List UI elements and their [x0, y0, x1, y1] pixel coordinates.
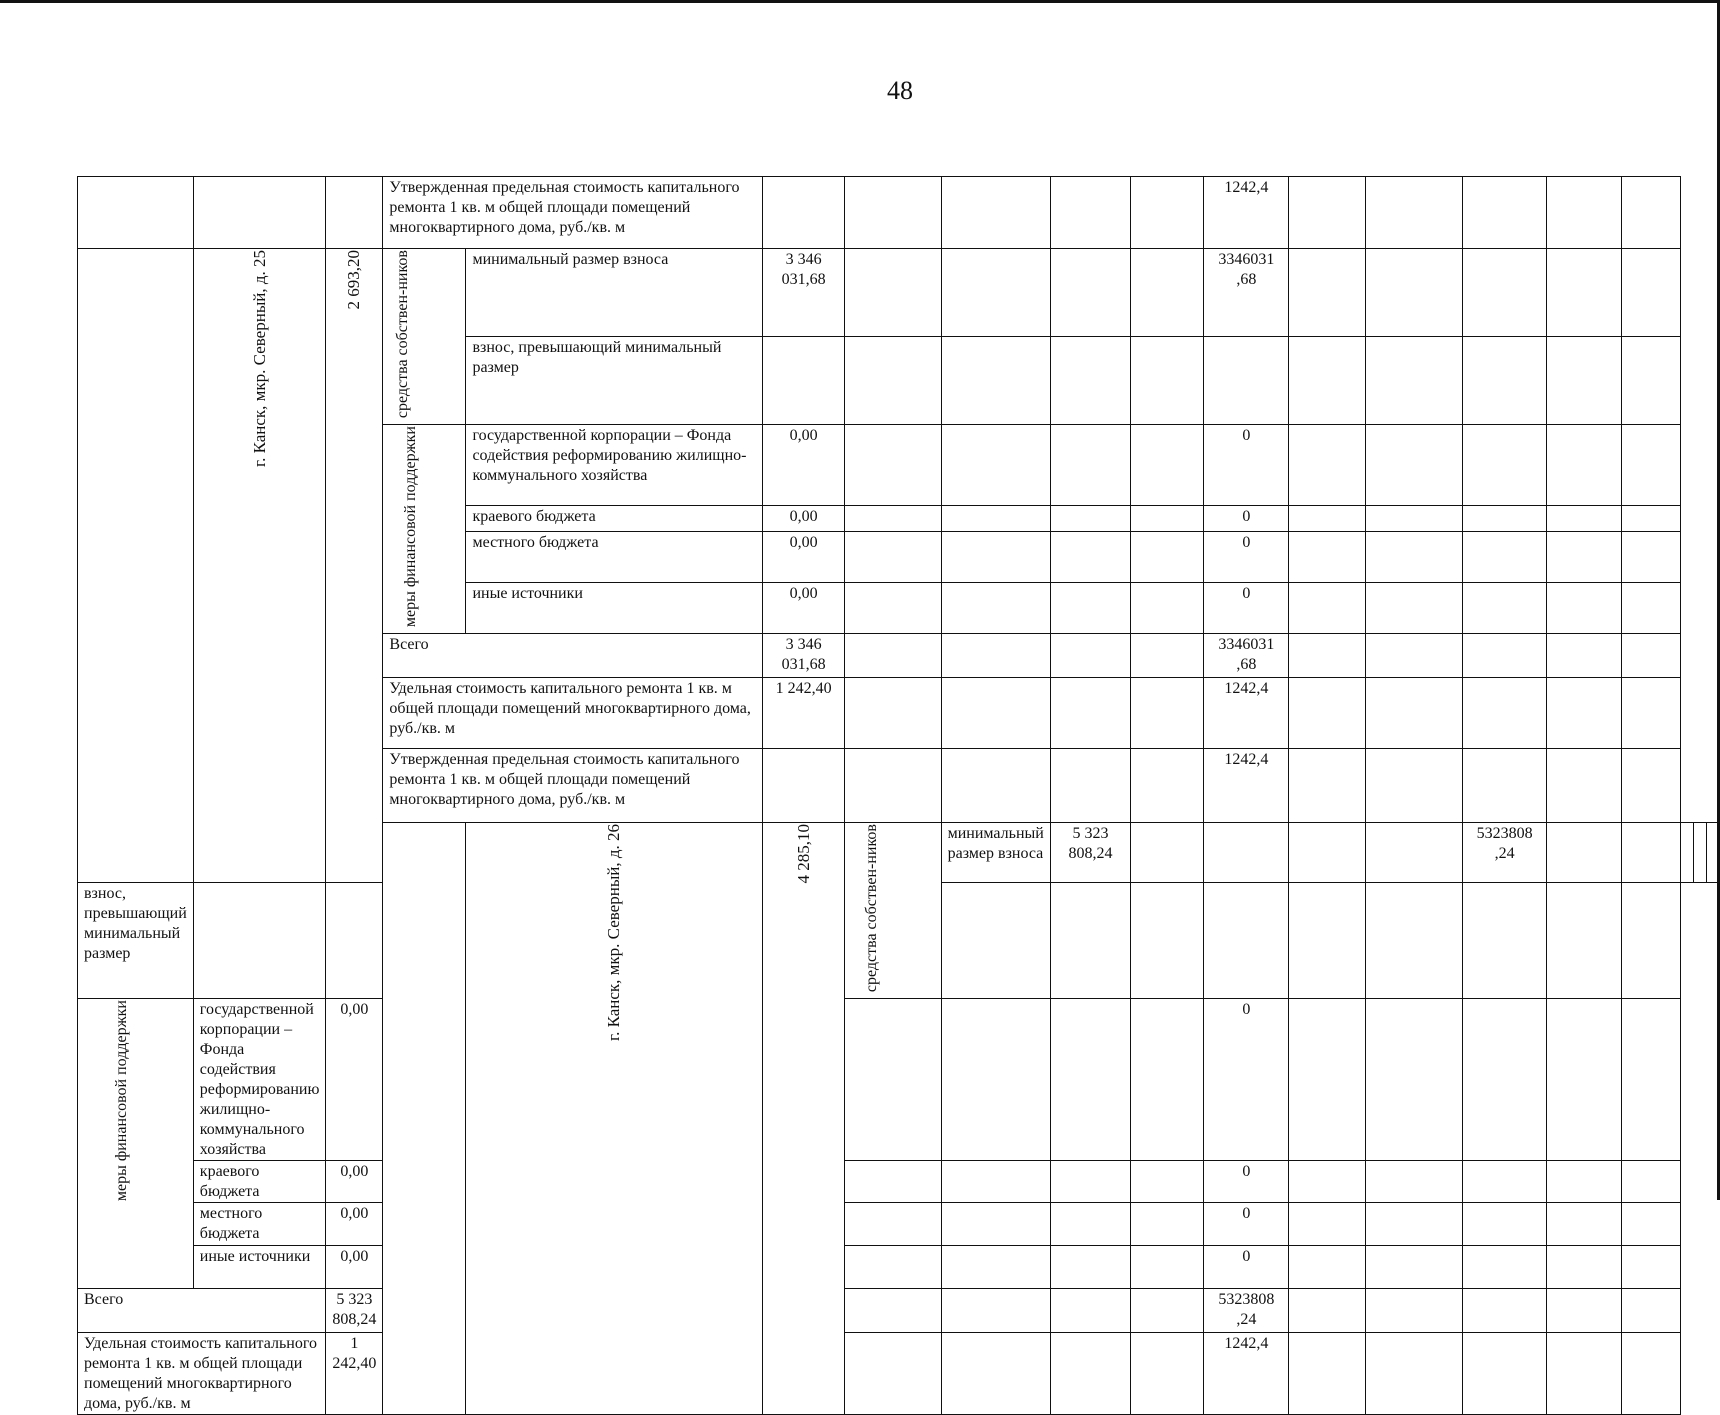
value-cell: 3346031 ,68 — [1204, 249, 1289, 337]
value-cell: 1 242,40 — [326, 1333, 383, 1415]
value-cell: 0,00 — [763, 505, 845, 531]
row-label: взнос, превышающий минимальный размер — [78, 882, 194, 998]
row-label: Удельная стоимость капитального ремонта 1 кв. м общей площади помещений многоквартирного дома, руб./кв. м — [383, 678, 763, 749]
value-cell: 0,00 — [763, 425, 845, 506]
row-label: иные источники — [193, 1246, 326, 1289]
table-row — [78, 1161, 1720, 1203]
table-row — [78, 1246, 1720, 1289]
row-label: Всего — [78, 1289, 326, 1333]
table-row — [78, 1333, 1720, 1415]
value-cell: 0 — [1204, 999, 1289, 1161]
value-cell: 5 323 808,24 — [326, 1289, 383, 1333]
table-row — [78, 249, 1720, 337]
owners-funds-label: средства собствен-ников — [383, 249, 466, 425]
value-cell: 0,00 — [326, 1203, 383, 1246]
row-label: краевого бюджета — [193, 1161, 326, 1203]
value-cell: 1242,4 — [1204, 678, 1289, 749]
value-cell: 0,00 — [763, 532, 845, 583]
value-cell: 0 — [1204, 532, 1289, 583]
value-cell: 0,00 — [326, 999, 383, 1161]
value-cell: 3346031 ,68 — [1204, 634, 1289, 678]
row-label: Всего — [383, 634, 763, 678]
value-cell: 0,00 — [763, 583, 845, 634]
value-cell: 3 346 031,68 — [763, 249, 845, 337]
value-cell: 5323808 ,24 — [1463, 823, 1547, 883]
area-cell: 2 693,20 — [326, 249, 383, 883]
row-label: взнос, превышающий минимальный размер — [466, 337, 763, 425]
value-cell: 1 242,40 — [763, 678, 845, 749]
table-row — [78, 1203, 1720, 1246]
page-number: 48 — [887, 76, 913, 105]
table-row — [78, 999, 1720, 1161]
value-cell: 1242,4 — [1204, 1333, 1289, 1415]
area-cell: 4 285,10 — [763, 823, 845, 1415]
value-cell: 0 — [1204, 1161, 1289, 1203]
row-label: иные источники — [466, 583, 763, 634]
value-cell: 0 — [1204, 425, 1289, 506]
row-label: государственной корпорации – Фонда содействия реформированию жилищно-коммунального хозяйства — [466, 425, 763, 506]
value-cell: 5 323 808,24 — [1050, 823, 1130, 883]
value-cell: 1242,4 — [1204, 749, 1289, 823]
value-cell: 3 346 031,68 — [763, 634, 845, 678]
value-cell: 0 — [1204, 583, 1289, 634]
capital-repair-table — [77, 176, 1720, 1415]
address-cell: г. Канск, мкр. Северный, д. 25 — [193, 249, 326, 883]
value-cell: 0,00 — [326, 1161, 383, 1203]
value-cell: 5323808 ,24 — [1204, 1289, 1289, 1333]
row-label: Удельная стоимость капитального ремонта 1 кв. м общей площади помещений многоквартирного дома, руб./кв. м — [78, 1333, 326, 1415]
fin-support-label: меры финансовой поддержки — [78, 999, 194, 1289]
value-cell: 0 — [1204, 1246, 1289, 1289]
row-label: Утвержденная предельная стоимость капитального ремонта 1 кв. м общей площади помещений многоквартирного дома, руб./кв. м — [383, 177, 763, 249]
row-label: краевого бюджета — [466, 505, 763, 531]
owners-funds-label: средства собствен-ников — [845, 823, 941, 999]
table-row — [78, 177, 1720, 249]
fin-support-label: меры финансовой поддержки — [383, 425, 466, 634]
table-row — [78, 1289, 1720, 1333]
row-label: минимальный размер взноса — [941, 823, 1050, 883]
value-cell: 0 — [1204, 1203, 1289, 1246]
row-label: минимальный размер взноса — [466, 249, 763, 337]
row-label: местного бюджета — [193, 1203, 326, 1246]
value-cell: 0 — [1204, 505, 1289, 531]
row-label: государственной корпорации – Фонда содействия реформированию жилищно-коммунального хозяйства — [193, 999, 326, 1161]
value-cell: 1242,4 — [1204, 177, 1289, 249]
value-cell: 0,00 — [326, 1246, 383, 1289]
address-cell: г. Канск, мкр. Северный, д. 26 — [466, 823, 763, 1415]
row-label: местного бюджета — [466, 532, 763, 583]
row-label: Утвержденная предельная стоимость капитального ремонта 1 кв. м общей площади помещений многоквартирного дома, руб./кв. м — [383, 749, 763, 823]
page-border-top — [0, 0, 1720, 3]
